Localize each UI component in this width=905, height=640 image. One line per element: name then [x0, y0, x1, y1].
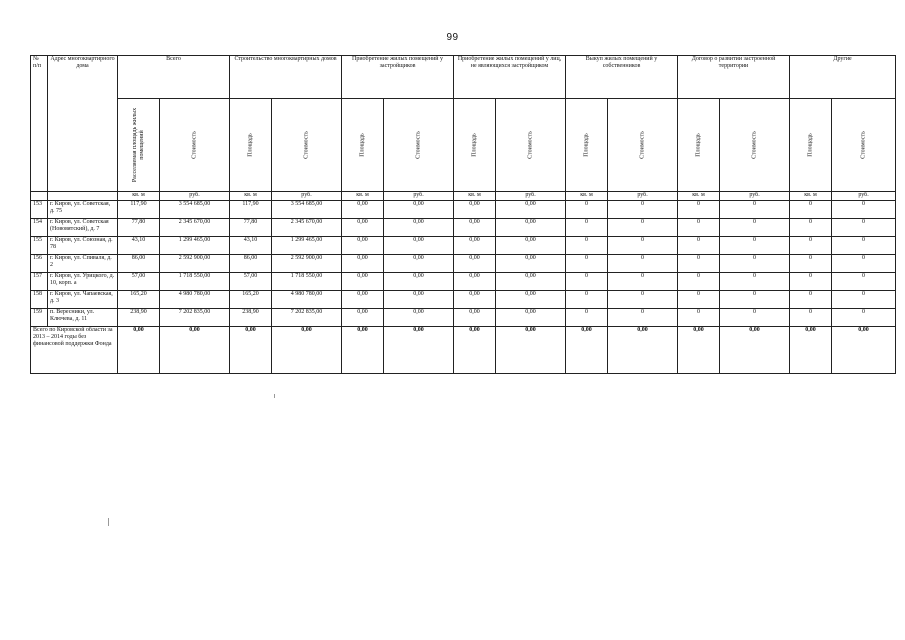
row-value: 0 — [566, 291, 608, 309]
subheader-area: Площадь — [566, 99, 608, 192]
row-value: 0 — [720, 219, 790, 237]
row-value: 4 980 780,00 — [272, 291, 342, 309]
header-group-territory: Договор о развитии застроенной территории — [678, 56, 790, 99]
subheader-cost: Стоимость — [496, 99, 566, 192]
row-value: 0,00 — [496, 309, 566, 327]
row-value: 0 — [566, 273, 608, 291]
row-value: 117,90 — [118, 201, 160, 219]
row-value: 0 — [832, 291, 896, 309]
row-value: 0,00 — [384, 291, 454, 309]
row-value: 0 — [608, 219, 678, 237]
subheader-cost: Стоимость — [272, 99, 342, 192]
row-value: 238,90 — [230, 309, 272, 327]
housing-resettlement-table — [30, 55, 896, 374]
row-value: 0 — [832, 255, 896, 273]
total-cell: 0,00 — [566, 327, 608, 374]
subheader-cost: Стоимость — [608, 99, 678, 192]
table-row — [31, 291, 896, 309]
row-value: 2 345 670,00 — [160, 219, 230, 237]
row-value: 0 — [608, 237, 678, 255]
row-value: 0,00 — [342, 273, 384, 291]
row-value: 0 — [608, 273, 678, 291]
header-num: № п/п — [31, 56, 48, 192]
unit-cost: руб. — [384, 192, 454, 201]
row-value: 0 — [832, 309, 896, 327]
table-row — [31, 219, 896, 237]
row-value: 0 — [678, 273, 720, 291]
row-value: 0,00 — [342, 237, 384, 255]
row-value: 1 299 465,00 — [160, 237, 230, 255]
row-number: 157 — [31, 273, 48, 291]
total-row — [31, 327, 896, 374]
subheader-cost: Стоимость — [832, 99, 896, 192]
row-value: 117,90 — [230, 201, 272, 219]
row-address: г. Киров, ул. Союзная, д. 78 — [48, 237, 118, 255]
row-value: 0 — [832, 219, 896, 237]
row-value: 0 — [678, 309, 720, 327]
row-value: 0,00 — [454, 201, 496, 219]
row-address: п. Вересники, ул. Ключева, д. 11 — [48, 309, 118, 327]
row-number: 153 — [31, 201, 48, 219]
row-value: 0 — [566, 219, 608, 237]
row-value: 0 — [790, 201, 832, 219]
row-value: 77,80 — [230, 219, 272, 237]
table-row — [31, 273, 896, 291]
total-cell: 0,00 — [496, 327, 566, 374]
unit-empty — [48, 192, 118, 201]
row-value: 57,00 — [118, 273, 160, 291]
row-value: 0,00 — [454, 255, 496, 273]
header-group-construction: Строительство многоквартирных домов — [230, 56, 342, 99]
scan-speck — [108, 518, 109, 526]
row-value: 0,00 — [384, 273, 454, 291]
unit-cost: руб. — [720, 192, 790, 201]
table-row — [31, 237, 896, 255]
row-value: 0,00 — [384, 309, 454, 327]
row-value: 0,00 — [454, 291, 496, 309]
row-value: 0 — [566, 201, 608, 219]
row-address: г. Киров, ул. Спиваля, д. 2 — [48, 255, 118, 273]
row-value: 3 554 685,00 — [160, 201, 230, 219]
row-address: г. Киров, ул. Советская, д. 75 — [48, 201, 118, 219]
row-value: 0,00 — [496, 291, 566, 309]
total-cell: 0,00 — [342, 327, 384, 374]
row-value: 0 — [790, 309, 832, 327]
table-body — [31, 201, 896, 327]
row-value: 86,00 — [118, 255, 160, 273]
row-value: 0 — [790, 219, 832, 237]
row-value: 0,00 — [496, 273, 566, 291]
unit-area: кв. м — [678, 192, 720, 201]
row-value: 0,00 — [342, 219, 384, 237]
row-value: 43,10 — [230, 237, 272, 255]
header-address: Адрес многоквартирного дома — [48, 56, 118, 192]
row-value: 0,00 — [496, 255, 566, 273]
total-cell: 0,00 — [720, 327, 790, 374]
row-value: 0,00 — [384, 237, 454, 255]
total-cell: 0,00 — [118, 327, 160, 374]
row-number: 155 — [31, 237, 48, 255]
row-value: 0 — [790, 291, 832, 309]
row-value: 0 — [832, 273, 896, 291]
scan-speck — [274, 394, 275, 398]
row-value: 0 — [566, 255, 608, 273]
row-number: 158 — [31, 291, 48, 309]
page-number: 99 — [446, 32, 459, 43]
row-value: 57,00 — [230, 273, 272, 291]
row-value: 0 — [720, 273, 790, 291]
unit-area: кв. м — [566, 192, 608, 201]
row-number: 159 — [31, 309, 48, 327]
row-value: 0,00 — [454, 219, 496, 237]
row-value: 2 592 900,00 — [272, 255, 342, 273]
unit-cost: руб. — [832, 192, 896, 201]
subheader-area: Площадь — [678, 99, 720, 192]
row-value: 0 — [790, 273, 832, 291]
total-cell: 0,00 — [678, 327, 720, 374]
total-cell: 0,00 — [230, 327, 272, 374]
row-value: 0 — [720, 201, 790, 219]
total-cell: 0,00 — [160, 327, 230, 374]
row-value: 0 — [832, 201, 896, 219]
row-address: г. Киров, ул. Советская (Нововятский), д. 7 — [48, 219, 118, 237]
row-value: 0,00 — [384, 219, 454, 237]
row-value: 0,00 — [454, 273, 496, 291]
total-cell: 0,00 — [608, 327, 678, 374]
subheader-cost: Стоимость — [384, 99, 454, 192]
row-value: 1 299 465,00 — [272, 237, 342, 255]
subheader-area: Площадь — [790, 99, 832, 192]
unit-cost: руб. — [272, 192, 342, 201]
unit-area: кв. м — [342, 192, 384, 201]
unit-area: кв. м — [118, 192, 160, 201]
unit-cost: руб. — [608, 192, 678, 201]
unit-area: кв. м — [454, 192, 496, 201]
unit-cost: руб. — [160, 192, 230, 201]
header-group-non-developers: Приобретение жилых помещений у лиц, не являющихся застройщиком — [454, 56, 566, 99]
row-value: 7 202 835,00 — [160, 309, 230, 327]
row-value: 0,00 — [454, 309, 496, 327]
row-value: 0,00 — [342, 255, 384, 273]
total-cell: 0,00 — [272, 327, 342, 374]
row-value: 4 980 780,00 — [160, 291, 230, 309]
row-value: 165,20 — [118, 291, 160, 309]
subheader-area: Площадь — [230, 99, 272, 192]
row-value: 0 — [608, 291, 678, 309]
subheader-area: Площадь — [454, 99, 496, 192]
total-label: Всего по Кировской области за 2013 – 2014 годы без финансовой поддержки Фонда — [31, 327, 118, 374]
unit-empty — [31, 192, 48, 201]
row-value: 2 345 670,00 — [272, 219, 342, 237]
row-value: 1 718 550,00 — [160, 273, 230, 291]
unit-area: кв. м — [230, 192, 272, 201]
row-value: 0 — [678, 255, 720, 273]
row-value: 0 — [608, 201, 678, 219]
row-value: 0 — [608, 309, 678, 327]
total-cell: 0,00 — [454, 327, 496, 374]
row-value: 0,00 — [342, 201, 384, 219]
row-value: 0,00 — [384, 201, 454, 219]
subheader-area: Площадь — [342, 99, 384, 192]
row-value: 0 — [678, 219, 720, 237]
row-value: 0,00 — [496, 201, 566, 219]
row-number: 156 — [31, 255, 48, 273]
row-value: 0,00 — [384, 255, 454, 273]
row-value: 1 718 550,00 — [272, 273, 342, 291]
row-value: 0 — [720, 291, 790, 309]
row-address: г. Киров, ул. Чапаевская, д. 3 — [48, 291, 118, 309]
row-value: 0 — [790, 255, 832, 273]
row-value: 0 — [566, 309, 608, 327]
row-number: 154 — [31, 219, 48, 237]
row-value: 0,00 — [496, 219, 566, 237]
row-value: 77,80 — [118, 219, 160, 237]
row-value: 0,00 — [342, 309, 384, 327]
subheader-total-area: Расселяемая площадь жилых помещений — [118, 99, 160, 192]
row-value: 0 — [720, 309, 790, 327]
row-value: 0 — [608, 255, 678, 273]
subheader-cost: Стоимость — [720, 99, 790, 192]
row-value: 238,90 — [118, 309, 160, 327]
table-row — [31, 201, 896, 219]
row-address: г. Киров, ул. Урицкого, д. 10, корп. а — [48, 273, 118, 291]
row-value: 165,20 — [230, 291, 272, 309]
row-value: 0 — [720, 237, 790, 255]
table-row — [31, 255, 896, 273]
row-value: 7 202 835,00 — [272, 309, 342, 327]
row-value: 0,00 — [454, 237, 496, 255]
unit-area: кв. м — [790, 192, 832, 201]
header-group-other: Другие — [790, 56, 896, 99]
row-value: 0 — [720, 255, 790, 273]
row-value: 3 554 685,00 — [272, 201, 342, 219]
row-value: 43,10 — [118, 237, 160, 255]
total-cell: 0,00 — [384, 327, 454, 374]
subheader-cost: Стоимость — [160, 99, 230, 192]
row-value: 0 — [566, 237, 608, 255]
row-value: 2 592 900,00 — [160, 255, 230, 273]
row-value: 0,00 — [496, 237, 566, 255]
header-group-buyout: Выкуп жилых помещений у собственников — [566, 56, 678, 99]
table-row — [31, 309, 896, 327]
row-value: 0 — [832, 237, 896, 255]
total-cell: 0,00 — [790, 327, 832, 374]
row-value: 0 — [790, 237, 832, 255]
row-value: 0 — [678, 291, 720, 309]
row-value: 0 — [678, 237, 720, 255]
header-group-developers: Приобретение жилых помещений у застройщиков — [342, 56, 454, 99]
row-value: 0,00 — [342, 291, 384, 309]
total-cell: 0,00 — [832, 327, 896, 374]
unit-cost: руб. — [496, 192, 566, 201]
header-group-total: Всего — [118, 56, 230, 99]
row-value: 0 — [678, 201, 720, 219]
row-value: 86,00 — [230, 255, 272, 273]
